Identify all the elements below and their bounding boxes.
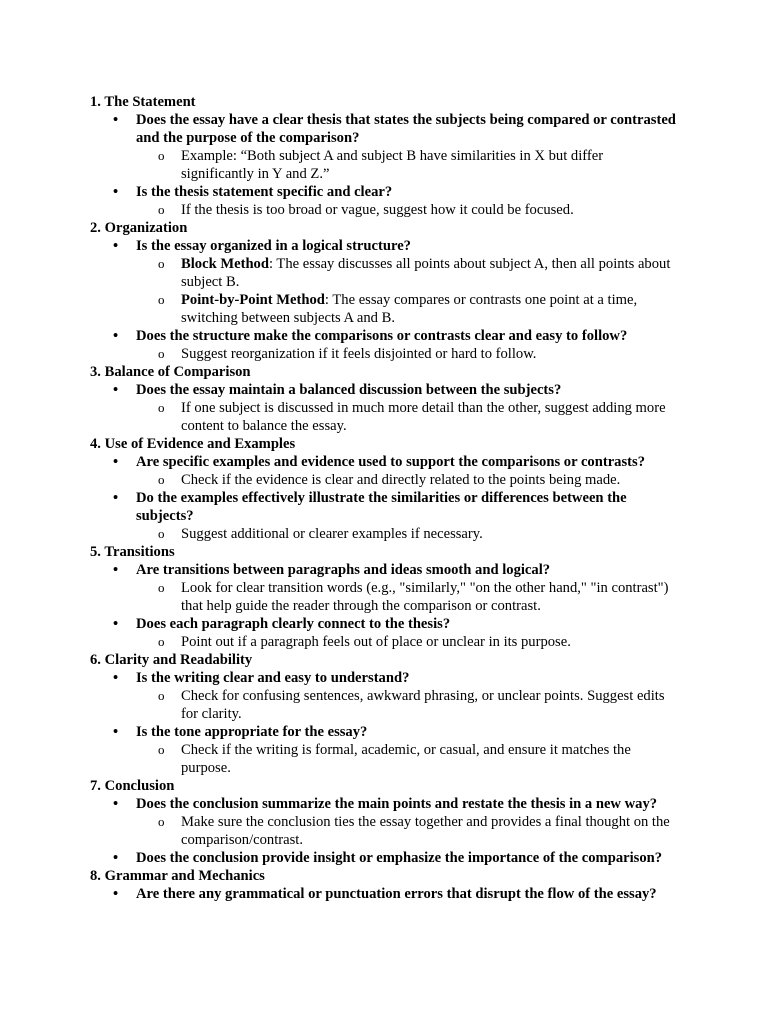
bullet-icon: • [113,850,119,866]
review-question [0,453,676,471]
review-question [0,561,676,579]
review-question [0,795,676,813]
section-number: 5. [90,544,101,560]
document-page [0,93,768,903]
circle-bullet-icon: o [158,688,165,703]
question-text: Does the essay have a clear thesis that states the subjects being compared or contrasted and the purpose of the comparison? [136,112,676,146]
circle-bullet-icon: o [158,256,165,271]
review-question [0,183,676,201]
section-title-text: Grammar and Mechanics [104,868,265,884]
review-question [0,849,676,867]
question-text: Are there any grammatical or punctuation errors that disrupt the flow of the essay? [136,886,657,902]
bullet-icon: • [113,112,119,128]
review-question [0,669,676,687]
question-text: Does the conclusion summarize the main points and restate the thesis in a new way? [136,796,658,812]
section-number: 2. [90,220,101,236]
circle-bullet-icon: o [158,148,165,163]
guidance-item [0,687,671,723]
bullet-icon: • [113,796,119,812]
section-heading [0,435,768,453]
guidance-text: Suggest reorganization if it feels disjointed or hard to follow. [181,346,537,362]
guidance-item [0,255,671,291]
circle-bullet-icon: o [158,526,165,541]
guidance-item [0,579,671,615]
section-heading [0,363,768,381]
guidance-text: : The essay compares or contrasts one point at a time, switching between subjects A and B. [181,292,638,326]
question-text: Are transitions between paragraphs and ideas smooth and logical? [136,562,551,578]
guidance-text: Check for confusing sentences, awkward phrasing, or unclear points. Suggest edits for clarity. [181,688,665,722]
section-heading [0,651,768,669]
guidance-text: Point out if a paragraph feels out of place or unclear in its purpose. [181,634,571,650]
circle-bullet-icon: o [158,346,165,361]
section-number: 3. [90,364,101,380]
section-title-text: Organization [104,220,188,236]
question-text: Is the thesis statement specific and clear? [136,184,393,200]
circle-bullet-icon: o [158,580,165,595]
guidance-item [0,525,671,543]
bullet-icon: • [113,490,119,506]
method-term: Block Method [181,256,269,272]
guidance-text: : The essay discusses all points about subject A, then all points about subject B. [181,256,671,290]
guidance-text: If one subject is discussed in much more detail than the other, suggest adding more content to balance the essay. [181,400,666,434]
section-number: 4. [90,436,101,452]
guidance-item [0,399,671,435]
guidance-item [0,813,671,849]
section-title-text: Clarity and Readability [104,652,253,668]
method-term: Point-by-Point Method [181,292,325,308]
review-question [0,111,676,147]
bullet-icon: • [113,670,119,686]
circle-bullet-icon: o [158,202,165,217]
question-text: Is the tone appropriate for the essay? [136,724,368,740]
section-heading [0,219,768,237]
guidance-text: Example: “Both subject A and subject B have similarities in X but differ significantly in Y and Z.” [181,148,604,182]
section-number: 7. [90,778,101,794]
review-question [0,381,676,399]
review-question [0,237,676,255]
bullet-icon: • [113,724,119,740]
section-title-text: Conclusion [104,778,175,794]
review-question [0,885,676,903]
section-title-text: The Statement [104,94,196,110]
guidance-text: Suggest additional or clearer examples if necessary. [181,526,483,542]
question-text: Does each paragraph clearly connect to the thesis? [136,616,451,632]
guidance-text: Check if the evidence is clear and directly related to the points being made. [181,472,621,488]
guidance-item [0,633,671,651]
bullet-icon: • [113,886,119,902]
question-text: Does the structure make the comparisons or contrasts clear and easy to follow? [136,328,628,344]
section-number: 8. [90,868,101,884]
review-question [0,327,676,345]
guidance-item [0,201,671,219]
review-question [0,489,676,525]
circle-bullet-icon: o [158,400,165,415]
question-text: Is the essay organized in a logical structure? [136,238,411,254]
bullet-icon: • [113,382,119,398]
guidance-item [0,345,671,363]
guidance-text: Make sure the conclusion ties the essay together and provides a final thought on the comparison/contrast. [181,814,670,848]
section-number: 1. [90,94,101,110]
section-title-text: Transitions [104,544,175,560]
question-text: Are specific examples and evidence used to support the comparisons or contrasts? [136,454,645,470]
question-text: Is the writing clear and easy to understand? [136,670,410,686]
question-text: Does the conclusion provide insight or emphasize the importance of the comparison? [136,850,663,866]
bullet-icon: • [113,616,119,632]
section-heading [0,543,768,561]
guidance-text: Look for clear transition words (e.g., "similarly," "on the other hand," "in contrast") that help guide the reader through the comparison or contrast. [181,580,669,614]
section-heading [0,93,768,111]
guidance-text: If the thesis is too broad or vague, suggest how it could be focused. [181,202,574,218]
review-question [0,615,676,633]
section-title-text: Use of Evidence and Examples [104,436,296,452]
section-heading [0,777,768,795]
bullet-icon: • [113,328,119,344]
guidance-item [0,471,671,489]
question-text: Do the examples effectively illustrate the similarities or differences between the subjects? [136,490,627,524]
bullet-icon: • [113,184,119,200]
guidance-text: Check if the writing is formal, academic, or casual, and ensure it matches the purpose. [181,742,631,776]
question-text: Does the essay maintain a balanced discussion between the subjects? [136,382,562,398]
bullet-icon: • [113,562,119,578]
bullet-icon: • [113,238,119,254]
circle-bullet-icon: o [158,634,165,649]
section-number: 6. [90,652,101,668]
review-question [0,723,676,741]
guidance-item [0,291,671,327]
bullet-icon: • [113,454,119,470]
guidance-item [0,147,671,183]
circle-bullet-icon: o [158,814,165,829]
circle-bullet-icon: o [158,472,165,487]
circle-bullet-icon: o [158,742,165,757]
guidance-item [0,741,671,777]
section-heading [0,867,768,885]
circle-bullet-icon: o [158,292,165,307]
section-title-text: Balance of Comparison [104,364,251,380]
